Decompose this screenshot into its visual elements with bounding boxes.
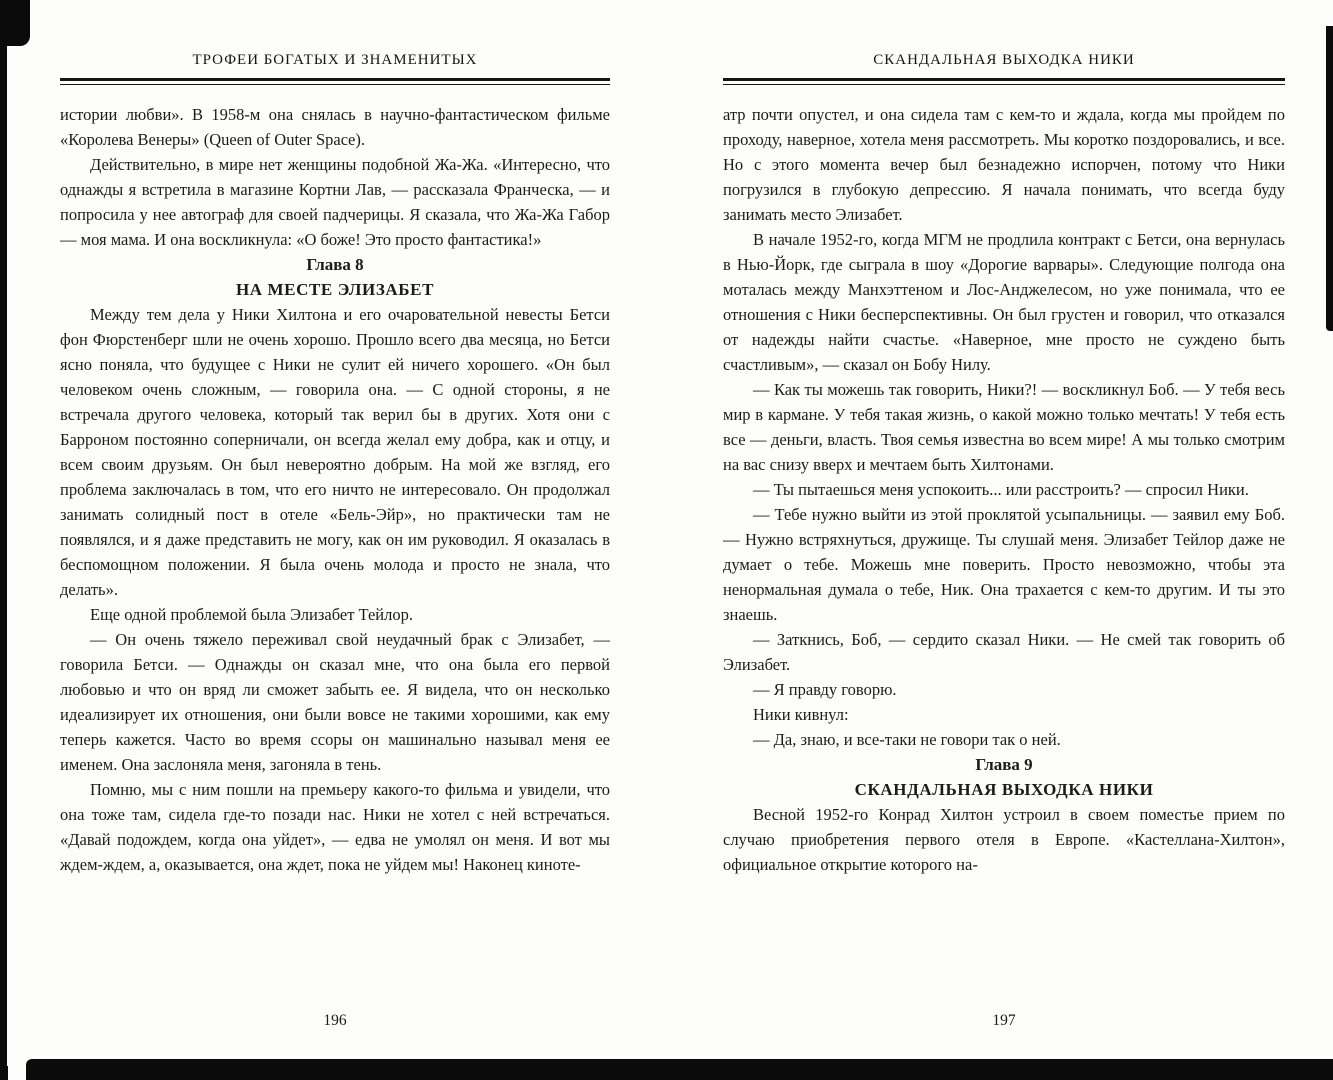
page-right xyxy=(723,0,1285,1080)
scan-artifact-left-edge xyxy=(0,0,7,1080)
paragraph: — Он очень тяжело переживал свой неудачный брак с Элизабет, — говорила Бетси. — Однажды он сказал мне, что она была его первой любовью и что он вряд ли сможет забыть ее. Я видела, что он несколько идеализирует их отношения, они были вовсе не такими хорошими, как ему теперь кажется. Часто во время ссоры он машинально называл меня ее именем. Она заслоняла меня, загоняла в тень. xyxy=(60,630,610,774)
chapter-number: Глава 8 xyxy=(306,255,364,274)
paragraph: Помню, мы с ним пошли на премьеру какого-то фильма и увидели, что она тоже там, сидела где-то позади нас. Ники не хотел с ней встречаться. «Давай подождем, когда она уйдет», — едва не умолял он меня. И вот мы ждем-ждем, а, оказывается, она ждет, пока не уйдем мы! Наконец киноте- xyxy=(60,780,610,874)
paragraph: Еще одной проблемой была Элизабет Тейлор. xyxy=(90,605,413,624)
chapter-number: Глава 9 xyxy=(975,755,1033,774)
paragraph: — Ты пытаешься меня успокоить... или расстроить? — спросил Ники. xyxy=(753,480,1249,499)
paragraph-continuation: атр почти опустел, и она сидела там с кем-то и ждала, когда мы пройдем по проходу, наверное, хотела меня рассмотреть. Мы коротко поздоровались, и все. Но с этого момента вечер был безнадежно испорчен, потому что Ники погрузился в глубокую депрессию. Я начала понимать, что всегда буду занимать место Элизабет. xyxy=(723,105,1285,224)
page-number-right: 197 xyxy=(992,1012,1016,1029)
chapter-title: СКАНДАЛЬНАЯ ВЫХОДКА НИКИ xyxy=(854,780,1154,799)
paragraph: — Да, знаю, и все-таки не говори так о ней. xyxy=(753,730,1061,749)
page-number-left: 196 xyxy=(323,1012,347,1029)
scan-artifact-top-left-corner xyxy=(0,0,30,46)
page-body-left xyxy=(60,102,610,1004)
scan-artifact-bottom-bar xyxy=(26,1059,1333,1080)
paragraph: В начале 1952-го, когда МГМ не продлила контракт с Бетси, она вернулась в Нью-Йорк, где сыграла в шоу «Дорогие варвары». Следующие полгода она моталась между Манхэттеном и Лос-Анджелесом, но уже понимала, что ее отношения с Ники бесперспективны. Он был грустен и говорил, что отказался от надежды найти счастье. «Наверное, мне просто не суждено быть счастливым», — сказал он Бобу Нилу. xyxy=(723,230,1285,374)
chapter-title: НА МЕСТЕ ЭЛИЗАБЕТ xyxy=(235,280,435,299)
running-head-right: СКАНДАЛЬНАЯ ВЫХОДКА НИКИ xyxy=(873,52,1135,68)
paragraph: Действительно, в мире нет женщины подобной Жа-Жа. «Интересно, что однажды я встретила в магазине Кортни Лав, — рассказала Франческа, — и попросила у нее автограф для своей падчерицы. Я сказала, что Жа-Жа Габор — моя мама. И она воскликнула: «О боже! Это просто фантастика!» xyxy=(60,155,610,249)
paragraph: Между тем дела у Ники Хилтона и его очаровательной невесты Бетси фон Фюрстенберг шли не очень хорошо. Прошло всего два месяца, но Бетси ясно поняла, что будущее с Ники не сулит ей ничего хорошего. «Он был человеком очень сложным, — говорила она. — С одной стороны, я не встречала другого человека, который так верил бы в других. Хотя они с Барроном постоянно соперничали, он всегда желал ему добра, как и отцу, и всем своим друзьям. Он был невероятно добрым. На мой же взгляд, его проблема заключалась в том, что его ничто не интересовало. Он продолжал занимать солидный пост в отеле «Бель-Эйр», но практически там не появлялся, и я даже представить не могу, как он им руководил. Я оказалась в беспомощном положении. Я была очень молода и просто не знала, что делать». xyxy=(60,305,610,599)
paragraph-continuation: истории любви». В 1958-м она снялась в научно-фантастическом фильме «Королева Венеры» (Queen of Outer Space). xyxy=(60,105,610,149)
scan-artifact-bottom-left xyxy=(0,1066,8,1080)
paragraph: — Я правду говорю. xyxy=(753,680,897,699)
header-rule-left xyxy=(60,78,610,85)
paragraph: Весной 1952-го Конрад Хилтон устроил в своем поместье прием по случаю приобретения первого отеля в Европе. «Кастеллана-Хилтон», официальное открытие которого на- xyxy=(723,805,1285,874)
paragraph: — Тебе нужно выйти из этой проклятой усыпальницы. — заявил ему Боб. — Нужно встряхнуться, дружище. Ты слушай меня. Элизабет Тейлор даже не думает о тебе. Можешь мне поверить. Просто невозможно, чтобы эта ненормальная думала о тебе, Ник. Она трахается с кем-то другим. И ты это знаешь. xyxy=(723,505,1285,624)
page-body-right xyxy=(723,102,1285,1004)
page-left xyxy=(60,0,610,1080)
running-head-left: ТРОФЕИ БОГАТЫХ И ЗНАМЕНИТЫХ xyxy=(192,52,478,68)
scan-artifact-right-edge xyxy=(1326,26,1333,331)
paragraph: Ники кивнул: xyxy=(753,705,849,724)
paragraph: — Как ты можешь так говорить, Ники?! — воскликнул Боб. — У тебя весь мир в кармане. У тебя такая жизнь, о какой можно только мечтать! У тебя есть все — деньги, власть. Твоя семья известна во всем мире! А мы только смотрим на вас снизу вверх и мечтаем быть Хилтонами. xyxy=(723,380,1285,474)
paragraph: — Заткнись, Боб, — сердито сказал Ники. — Не смей так говорить об Элизабет. xyxy=(723,630,1285,674)
header-rule-right xyxy=(723,78,1285,85)
